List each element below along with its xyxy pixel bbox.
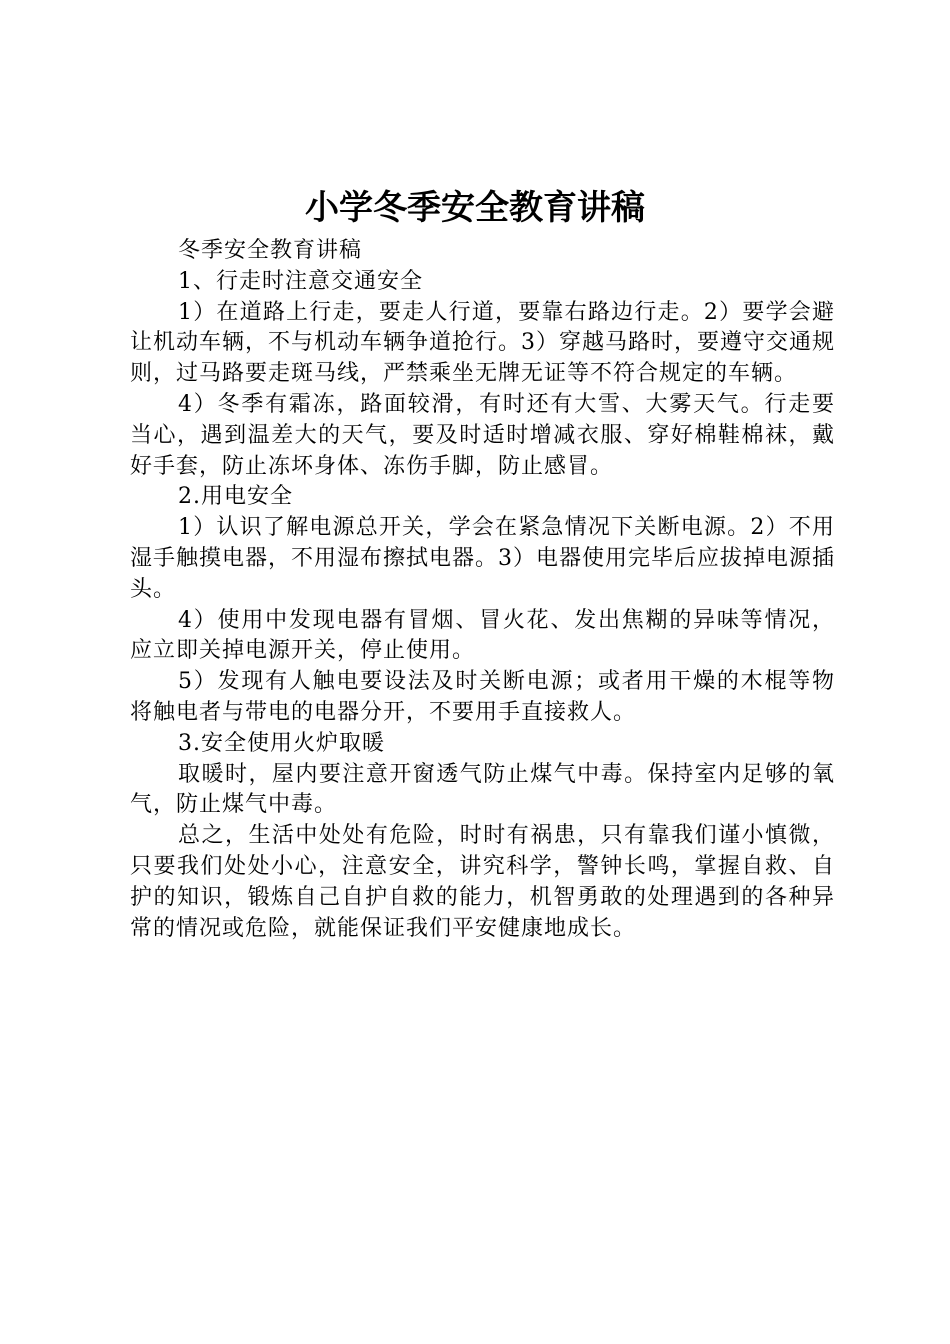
paragraph: 1）在道路上行走，要走人行道，要靠右路边行走。2）要学会避让机动车辆，不与机动车辆争道抢行。3）穿越马路时，要遵守交通规则，过马路要走斑马线，严禁乘坐无牌无证等不符合规定的车辆。: [130, 299, 835, 387]
document-title: 小学冬季安全教育讲稿: [305, 188, 645, 228]
paragraph: 4）使用中发现电器有冒烟、冒火花、发出焦糊的异味等情况，应立即关掉电源开关，停止使用。: [130, 607, 835, 664]
document-body: [130, 236, 835, 944]
paragraph: 4）冬季有霜冻，路面较滑，有时还有大雪、大雾天气。行走要当心，遇到温差大的天气，要及时适时增减衣服、穿好棉鞋棉袜，戴好手套，防止冻坏身体、冻伤手脚，防止感冒。: [130, 391, 835, 479]
paragraph-conclusion: 总之，生活中处处有危险，时时有祸患，只有靠我们谨小慎微，只要我们处处小心，注意安全，讲究科学，警钟长鸣，掌握自救、自护的知识，锻炼自己自护自救的能力，机智勇敢的处理遇到的各种异常的情况或危险，就能保证我们平安健康地成长。: [130, 823, 835, 941]
section-heading-traffic: 1、行走时注意交通安全: [178, 268, 423, 294]
paragraph: 取暖时，屋内要注意开窗透气防止煤气中毒。保持室内足够的氧气，防止煤气中毒。: [130, 761, 835, 818]
paragraph: 5）发现有人触电要设法及时关断电源；或者用干燥的木棍等物将触电者与带电的电器分开，不要用手直接救人。: [130, 669, 835, 725]
paragraph-subtitle: 冬季安全教育讲稿: [178, 238, 363, 263]
paragraph: 1）认识了解电源总开关，学会在紧急情况下关断电源。2）不用湿手触摸电器，不用湿布擦拭电器。3）电器使用完毕后应拔掉电源插头。: [130, 515, 835, 602]
section-heading-electricity: 2.用电安全: [178, 484, 293, 510]
section-heading-heating: 3.安全使用火炉取暖: [178, 730, 385, 756]
